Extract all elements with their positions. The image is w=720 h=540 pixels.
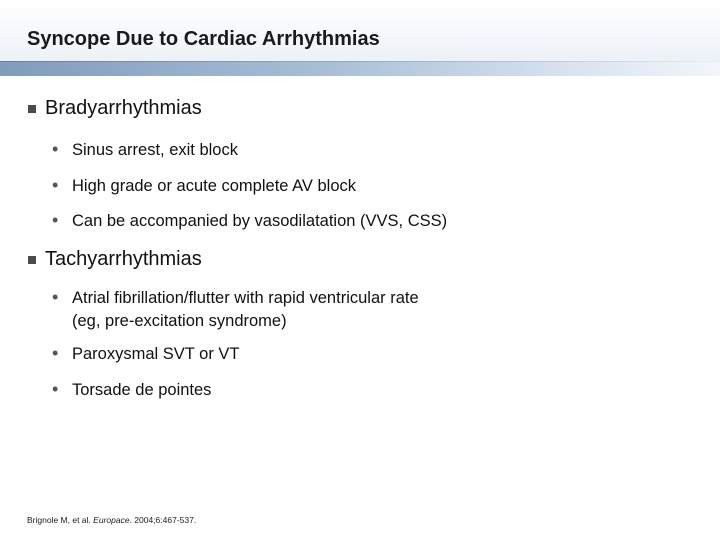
bullet-icon: • [52, 175, 59, 195]
citation-journal: Europace [93, 515, 130, 525]
citation-details: . 2004;6:467-537. [129, 515, 197, 525]
bullet-icon: • [52, 379, 59, 399]
square-bullet-icon [28, 256, 36, 264]
bullet-icon: • [52, 210, 59, 230]
bullet-icon: • [52, 287, 59, 307]
citation [27, 515, 196, 525]
bullet-icon: • [52, 343, 59, 363]
square-bullet-icon [28, 105, 36, 113]
citation-authors: Brignole M, et al. [27, 515, 91, 525]
slide-header [0, 0, 720, 76]
header-gradient-band [0, 62, 720, 76]
slide: Syncope Due to Cardiac Arrhythmias Bradyarrhythmias • Sinus arrest, exit block • High grade or acute complete AV block • Can be accompanied by vasodilatation (VVS, CSS) Tachyarrhythmias • Atrial fibrillation/flutter with rapid ventricular rate (eg, pre-excitation syndrome) • Paroxysmal SVT or VT • Torsade de pointes Brignole M, et al. Europace. 2004;6:467-537. [0, 0, 720, 540]
bullet-icon: • [52, 139, 59, 159]
slide-title: Syncope Due to Cardiac Arrhythmias [27, 28, 380, 50]
